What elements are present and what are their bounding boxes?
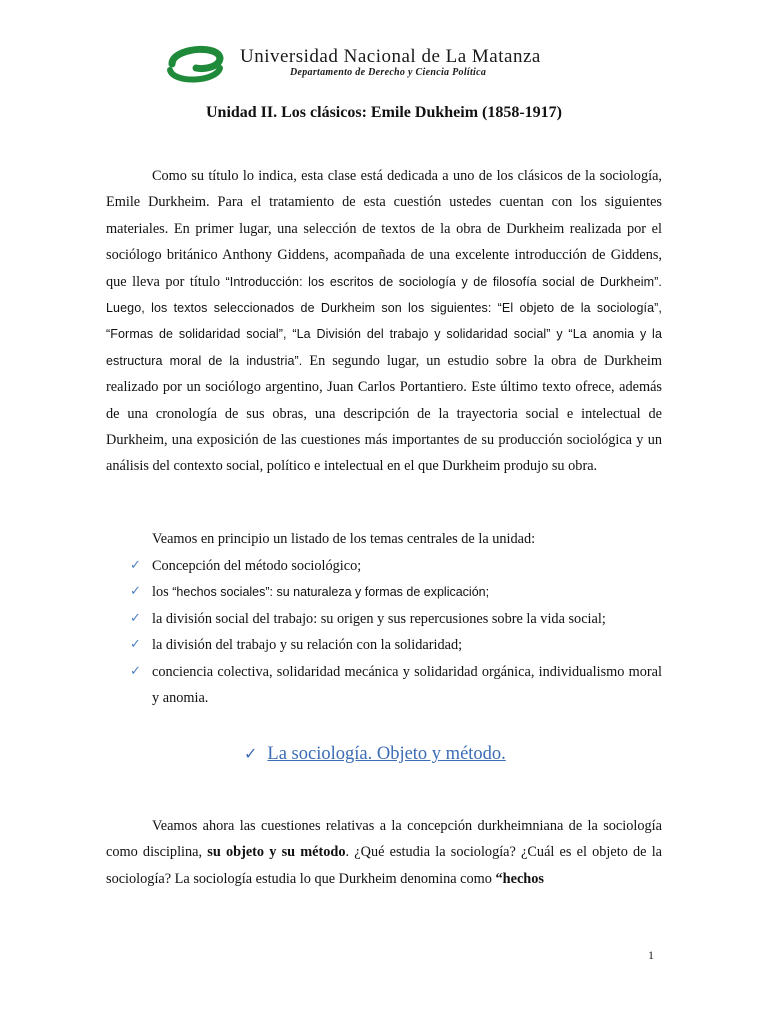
- list-item: [106, 606, 662, 632]
- section-heading: [244, 744, 506, 765]
- closing-text-2: . ¿Qué estudia la sociología? ¿Cuál es el objeto de la sociología? La sociología estudia lo que Durkheim denomina como: [106, 844, 663, 887]
- section-heading-text: La sociología. Objeto y método.: [267, 744, 506, 764]
- intro-text-2: En segundo lugar, un estudio sobre la obra de Durkheim realizado por un sociólogo argentino, Juan Carlos Portantiero. Este último texto ofrece, además de una cronología de sus obras, una descripción de la trayectoria social e intelectual de Durkheim, una exposición de las cuestiones más importantes de su producción sociológica y un análisis del contexto social, político e intelectual en el que Durkheim produjo su obra.: [106, 352, 662, 475]
- checkmark-icon: ✓: [130, 558, 141, 573]
- topic-text: los: [152, 584, 173, 601]
- university-name: Universidad Nacional de La Matanza: [240, 46, 541, 67]
- checkmark-icon: ✓: [130, 637, 141, 653]
- page-header: [166, 40, 596, 86]
- topics-list: [106, 553, 662, 711]
- list-item: [106, 659, 662, 712]
- topic-text-sans: “hechos sociales”: su naturaleza y formas de explicación;: [172, 585, 490, 600]
- intro-paragraph: [106, 163, 662, 480]
- checkmark-icon: ✓: [130, 610, 141, 626]
- unit-title: Unidad II. Los clásicos: Emile Dukheim (1858-1917): [205, 104, 563, 121]
- topic-text: Concepción del método sociológico;: [152, 558, 362, 574]
- checkmark-icon: ✓: [244, 744, 258, 763]
- list-item: [106, 579, 662, 605]
- topics-intro-text: Veamos en principio un listado de los temas centrales de la unidad:: [152, 531, 536, 547]
- topic-text: conciencia colectiva, solidaridad mecánica y solidaridad orgánica, individualismo moral y anomia.: [152, 663, 662, 707]
- closing-paragraph: [106, 813, 662, 892]
- closing-bold-2: “hechos: [495, 870, 544, 887]
- intro-quoted-titles: “Introducción: los escritos de sociología y de filosofía social de Durkheim”. Luego, los textos seleccionados de Durkheim son los siguientes: “El objeto de la sociología”, “Formas de solidaridad social”, “La División del trabajo y solidaridad social” y “La anomia y la estructura moral de la industria”.: [106, 274, 662, 368]
- topic-text: la división social del trabajo: su origen y sus repercusiones sobre la vida social;: [152, 610, 606, 627]
- list-item: [106, 632, 662, 658]
- department-name: Departamento de Derecho y Ciencia Política: [290, 67, 487, 78]
- topics-intro: [106, 526, 662, 552]
- university-logo: [166, 40, 224, 84]
- checkmark-icon: ✓: [130, 584, 141, 600]
- intro-text-1: Como su título lo indica, esta clase está dedicada a uno de los clásicos de la sociología, Emile Durkheim. Para el tratamiento de esta cuestión ustedes cuentan con los siguientes materiales. En primer lugar, una selección de textos de la obra de Durkheim realizada por el sociólogo británico Anthony Giddens, acompañada de una excelente introducción de Giddens, que lleva por título: [106, 168, 662, 290]
- list-item: [106, 553, 662, 579]
- checkmark-icon: ✓: [130, 663, 141, 679]
- topic-text: la división del trabajo y su relación con la solidaridad;: [152, 637, 463, 654]
- closing-bold-1: su objeto y su método: [207, 844, 346, 861]
- page-number: 1: [648, 948, 654, 962]
- closing-text-1: Veamos ahora las cuestiones relativas a la concepción durkheimniana de la sociología como disciplina,: [106, 818, 662, 861]
